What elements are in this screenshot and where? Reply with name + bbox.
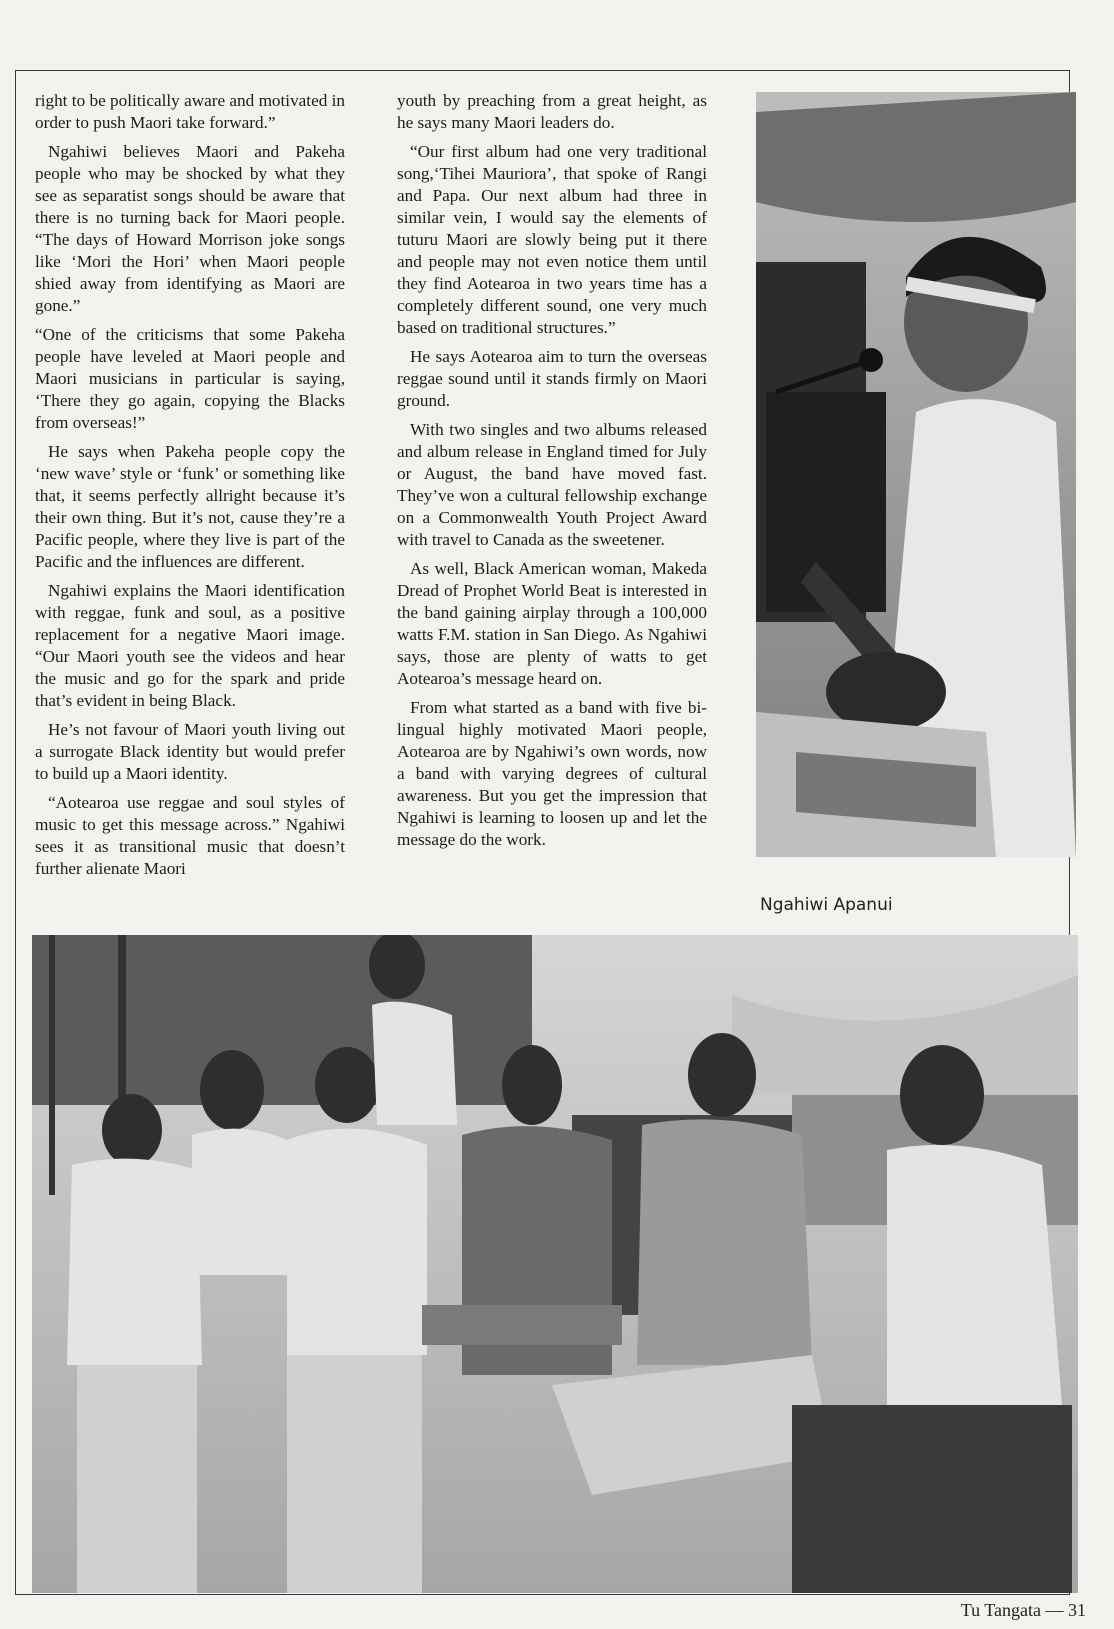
- photo-caption: Ngahiwi Apanui: [760, 895, 893, 915]
- paragraph: He says when Pakeha people copy the ‘new wave’ style or ‘funk’ or something like that, it seems perfectly allright because it’s their own thing. But it’s not, cause they’re a Pacific people, where they live is part of the Pacific and the influences are different.: [35, 442, 345, 571]
- paragraph: Ngahiwi believes Maori and Pakeha people who may be shocked by what they see as separatist songs should be aware that there is no turning back for Maori people. “The days of Howard Morrison joke songs like ‘Mori the Hori’ when Maori people shied away from identifying as Maori are gone.”: [35, 142, 345, 315]
- paragraph: With two singles and two albums released and album release in England timed for July or August, the band have moved fast. They’ve won a cultural fellowship exchange on a Commonwealth Youth Project Award with travel to Canada as the sweetener.: [397, 420, 707, 549]
- band-group-photo: [32, 935, 1078, 1593]
- article-left-column: [35, 90, 345, 887]
- paragraph: youth by preaching from a great height, as he says many Maori leaders do.: [397, 91, 707, 132]
- paragraph: He says Aotearoa aim to turn the overseas reggae sound until it stands firmly on Maori ground.: [397, 347, 707, 410]
- article-middle-column: [397, 90, 707, 858]
- paragraph: “Aotearoa use reggae and soul styles of music to get this message across.” Ngahiwi sees it as transitional music that doesn’t further alienate Maori: [35, 793, 345, 878]
- page-footer: Tu Tangata — 31: [960, 1600, 1086, 1620]
- paragraph: right to be politically aware and motivated in order to push Maori take forward.”: [35, 91, 345, 132]
- paragraph: Ngahiwi explains the Maori identification with reggae, funk and soul, as a positive replacement for a negative Maori image. “Our Maori youth see the videos and hear the music and go for the spark and pride that’s evident in being Black.: [35, 581, 345, 710]
- paragraph: “One of the criticisms that some Pakeha people have leveled at Maori people and Maori musicians in particular is saying, ‘There they go again, copying the Blacks from overseas!”: [35, 325, 345, 432]
- paragraph: From what started as a band with five bi-lingual highly motivated Maori people, Aotearoa are by Ngahiwi’s own words, now a band with varying degrees of cultural awareness. But you get the impression that Ngahiwi is learning to loosen up and let the message do the work.: [397, 698, 707, 849]
- paragraph: “Our first album had one very traditional song,‘Tihei Mauriora’, that spoke of Rangi and Papa. Our next album had three in similar vein, I would say the elements of tuturu Maori are slowly being put it there and people may not even notice them until they find Aotearoa in two years time has a completely different sound, one very much based on traditional structures.”: [397, 142, 707, 337]
- portrait-photo: [756, 92, 1076, 857]
- paragraph: As well, Black American woman, Makeda Dread of Prophet World Beat is interested in the band gaining airplay through a 100,000 watts F.M. station in San Diego. As Ngahiwi says, those are plenty of watts to get Aotearoa’s message heard on.: [397, 559, 707, 688]
- paragraph: He’s not favour of Maori youth living out a surrogate Black identity but would prefer to build up a Maori identity.: [35, 720, 345, 783]
